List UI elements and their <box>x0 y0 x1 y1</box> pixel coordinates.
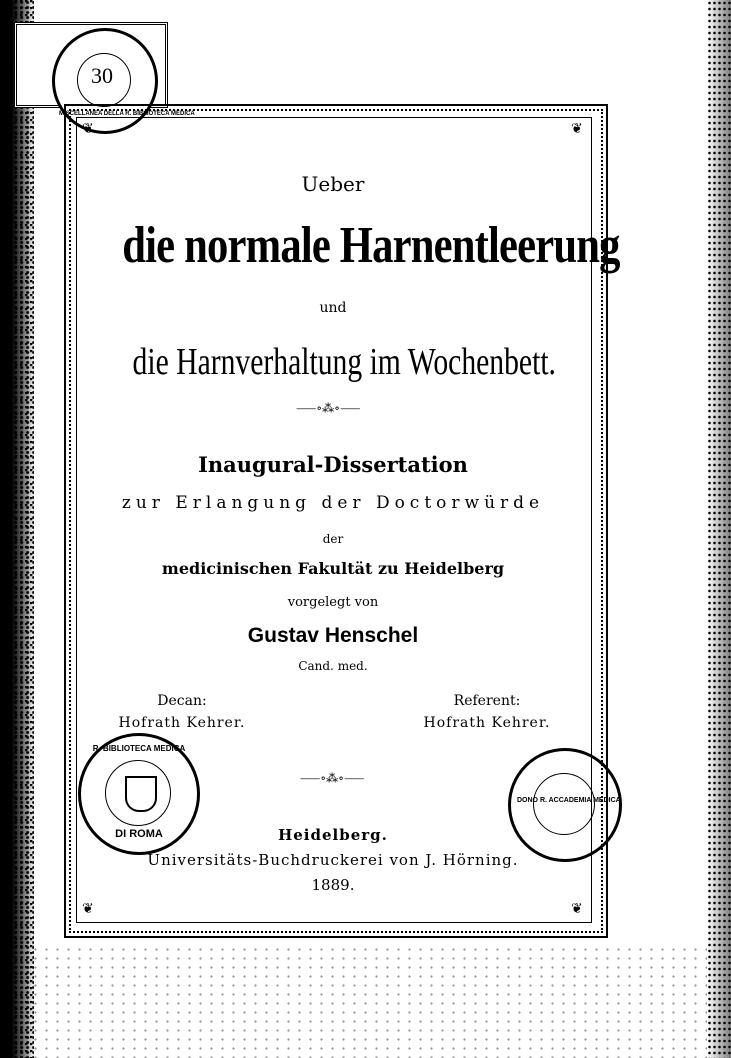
referee-label: Referent: <box>453 693 521 709</box>
article-der: der <box>322 532 344 546</box>
coat-of-arms-icon <box>125 776 157 812</box>
title-conjunction: und <box>319 300 347 316</box>
author-name: Gustav Henschel <box>247 624 419 647</box>
dissertation-heading: Inaugural-Dissertation <box>198 452 468 477</box>
printer: Universitäts-Buchdruckerei von J. Hörning. <box>147 851 519 869</box>
author-title: Cand. med. <box>298 659 368 673</box>
dean-name: Hofrath Kehrer. <box>118 715 246 731</box>
scanned-spine-shadow <box>0 0 34 1058</box>
ornamental-divider-icon: ⸺∘⁂∘⸺ <box>296 401 361 415</box>
stamp-number: 30 <box>91 63 113 88</box>
library-stamp <box>78 733 200 855</box>
referee-block <box>412 693 562 731</box>
publication-year: 1889. <box>311 876 355 894</box>
donor-stamp <box>508 748 622 862</box>
ornamental-divider-icon: ⸺∘⁂∘⸺ <box>300 771 365 785</box>
title-preposition: Ueber <box>301 172 365 196</box>
main-title: die normale Harnentleerung <box>122 217 620 274</box>
paper-speckle <box>30 945 707 1058</box>
publication-place: Heidelberg. <box>278 826 388 844</box>
corner-ornament-icon: ❦ <box>82 901 94 917</box>
corner-ornament-icon: ❦ <box>571 121 583 137</box>
dissertation-purpose: zur Erlangung der Doctorwürde <box>121 493 545 513</box>
library-stamp-ring: R. BIBLIOTECA MEDICA <box>92 744 186 753</box>
donor-stamp-ring: DONO R. ACCADEMIA MEDICA <box>517 797 621 804</box>
subtitle: die Harnverhaltung im Wochenbett. <box>132 341 556 383</box>
submitted-by: vorgelegt von <box>287 595 379 610</box>
referee-name: Hofrath Kehrer. <box>423 715 551 731</box>
scanned-right-edge <box>707 0 731 1058</box>
library-stamp-city: DI ROMA <box>115 828 163 840</box>
corner-ornament-icon: ❦ <box>571 901 583 917</box>
corner-ornament-icon: ❦ <box>82 121 94 137</box>
dean-block <box>112 693 252 731</box>
dean-label: Decan: <box>157 693 207 709</box>
stamp-ring-text: MISCELLANEA DELLA R. BIBLIOTECA MEDICA <box>59 111 195 117</box>
faculty-line: medicinischen Fakultät zu Heidelberg <box>161 559 505 578</box>
